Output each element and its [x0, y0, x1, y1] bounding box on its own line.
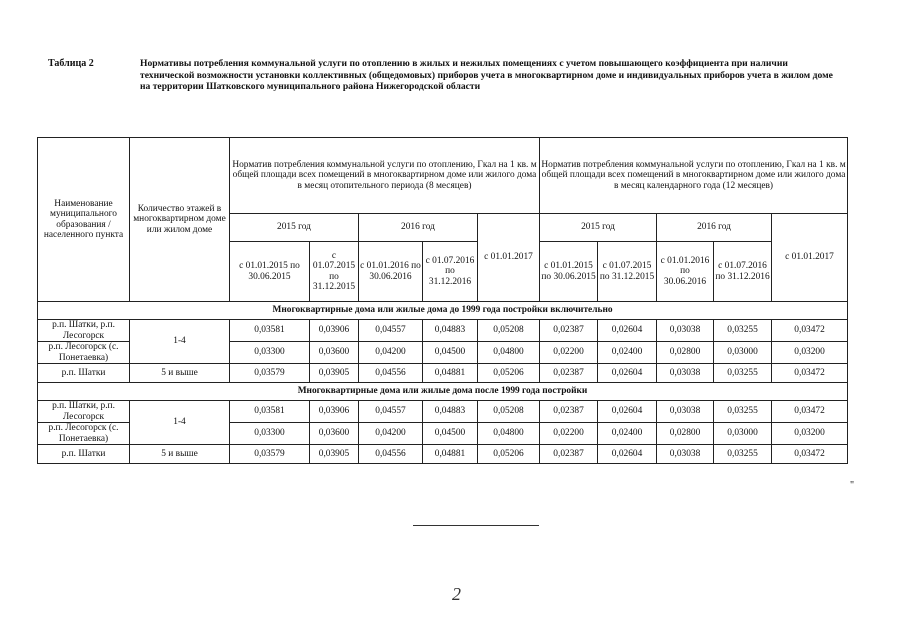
value-cell: 0,03472 — [772, 401, 848, 423]
value-cell: 0,03906 — [310, 401, 359, 423]
value-cell: 0,03200 — [772, 342, 848, 364]
value-cell: 0,04200 — [359, 342, 423, 364]
value-cell: 0,03600 — [310, 342, 359, 364]
header-floors: Количество этажей в многоквартирном доме или жилом доме — [130, 138, 230, 302]
header-period: с 01.01.2016 по 30.06.2016 — [657, 242, 714, 302]
value-cell: 0,04800 — [478, 423, 540, 445]
value-cell: 0,03200 — [772, 423, 848, 445]
value-cell: 0,02387 — [540, 445, 598, 464]
value-cell: 0,04557 — [359, 401, 423, 423]
value-cell: 0,03000 — [714, 342, 772, 364]
value-cell: 0,03472 — [772, 364, 848, 383]
value-cell: 0,03600 — [310, 423, 359, 445]
value-cell: 0,03905 — [310, 364, 359, 383]
table-caption: Нормативы потребления коммунальной услуги по отоплению в жилых и нежилых помещениях с учетом повышающего коэффициента при наличии технической возможности установки коллективных (общедомовых) приборов учета в многоквартирном доме и индивидуальных приборов учета в жилом доме на территории Шатковского муниципального района Нижегородской области — [140, 58, 833, 93]
floors-cell: 1-4 — [130, 320, 230, 364]
value-cell: 0,04883 — [423, 320, 478, 342]
value-cell: 0,05208 — [478, 320, 540, 342]
value-cell: 0,04881 — [423, 445, 478, 464]
header-2017-calendar: с 01.01.2017 — [772, 214, 848, 302]
value-cell: 0,03255 — [714, 364, 772, 383]
value-cell: 0,04200 — [359, 423, 423, 445]
consumption-norms-table — [37, 137, 848, 464]
value-cell: 0,02604 — [598, 401, 657, 423]
value-cell: 0,02400 — [598, 342, 657, 364]
value-cell: 0,02604 — [598, 320, 657, 342]
table-row — [38, 445, 848, 464]
table-label: Таблица 2 — [48, 58, 94, 69]
floors-cell: 5 и выше — [130, 364, 230, 383]
value-cell: 0,03000 — [714, 423, 772, 445]
header-period: с 01.07.2015 по 31.12.2015 — [310, 242, 359, 302]
value-cell: 0,05206 — [478, 364, 540, 383]
value-cell: 0,02387 — [540, 320, 598, 342]
floors-cell: 5 и выше — [130, 445, 230, 464]
section-title: Многоквартирные дома или жилые дома до 1999 года постройки включительно — [38, 302, 848, 320]
value-cell: 0,02800 — [657, 423, 714, 445]
value-cell: 0,02800 — [657, 342, 714, 364]
place-cell: р.п. Лесогорск (с. Понетаевка) — [38, 423, 130, 445]
value-cell: 0,04883 — [423, 401, 478, 423]
floors-cell: 1-4 — [130, 401, 230, 445]
value-cell: 0,02604 — [598, 364, 657, 383]
value-cell: 0,03038 — [657, 364, 714, 383]
header-norm-12-months: Норматив потребления коммунальной услуги по отоплению, Гкал на 1 кв. м общей площади всех помещений в многоквартирном доме или жилого дома в месяц календарного года (12 месяцев) — [540, 138, 848, 214]
header-period: с 01.01.2016 по 30.06.2016 — [359, 242, 423, 302]
table-row — [38, 401, 848, 423]
place-cell: р.п. Лесогорск (с. Понетаевка) — [38, 342, 130, 364]
header-period: с 01.07.2016 по 31.12.2016 — [714, 242, 772, 302]
value-cell: 0,05208 — [478, 401, 540, 423]
value-cell: 0,03255 — [714, 445, 772, 464]
value-cell: 0,03581 — [230, 320, 310, 342]
value-cell: 0,02387 — [540, 401, 598, 423]
value-cell: 0,03472 — [772, 445, 848, 464]
header-period: с 01.07.2015 по 31.12.2015 — [598, 242, 657, 302]
value-cell: 0,05206 — [478, 445, 540, 464]
value-cell: 0,03038 — [657, 401, 714, 423]
value-cell: 0,02200 — [540, 423, 598, 445]
value-cell: 0,03255 — [714, 401, 772, 423]
closing-quote-mark: " — [850, 480, 855, 491]
value-cell: 0,04881 — [423, 364, 478, 383]
header-year-2016-heating: 2016 год — [359, 214, 478, 242]
value-cell: 0,03038 — [657, 445, 714, 464]
place-cell: р.п. Шатки — [38, 445, 130, 464]
value-cell: 0,03300 — [230, 342, 310, 364]
value-cell: 0,03300 — [230, 423, 310, 445]
header-year-2015-calendar: 2015 год — [540, 214, 657, 242]
header-norm-8-months: Норматив потребления коммунальной услуги по отоплению, Гкал на 1 кв. м общей площади всех помещений в многоквартирном доме или жилого дома в месяц отопительного периода (8 месяцев) — [230, 138, 540, 214]
place-cell: р.п. Шатки — [38, 364, 130, 383]
value-cell: 0,04556 — [359, 364, 423, 383]
section-title: Многоквартирные дома или жилые дома после 1999 года постройки — [38, 383, 848, 401]
value-cell: 0,04557 — [359, 320, 423, 342]
value-cell: 0,03581 — [230, 401, 310, 423]
header-period: с 01.07.2016 по 31.12.2016 — [423, 242, 478, 302]
header-period: с 01.01.2015 по 30.06.2015 — [230, 242, 310, 302]
header-municipality: Наименование муниципального образования / населенного пункта — [38, 138, 130, 302]
value-cell: 0,02200 — [540, 342, 598, 364]
value-cell: 0,03038 — [657, 320, 714, 342]
value-cell: 0,04500 — [423, 423, 478, 445]
header-year-2016-calendar: 2016 год — [657, 214, 772, 242]
table-row — [38, 364, 848, 383]
value-cell: 0,03579 — [230, 445, 310, 464]
header-year-2015-heating: 2015 год — [230, 214, 359, 242]
value-cell: 0,03906 — [310, 320, 359, 342]
page-number: 2 — [452, 584, 461, 604]
value-cell: 0,03255 — [714, 320, 772, 342]
value-cell: 0,03905 — [310, 445, 359, 464]
value-cell: 0,03579 — [230, 364, 310, 383]
place-cell: р.п. Шатки, р.п. Лесогорск — [38, 320, 130, 342]
table-row — [38, 320, 848, 342]
value-cell: 0,02387 — [540, 364, 598, 383]
value-cell: 0,04500 — [423, 342, 478, 364]
value-cell: 0,03472 — [772, 320, 848, 342]
header-2017-heating: с 01.01.2017 — [478, 214, 540, 302]
place-cell: р.п. Шатки, р.п. Лесогорск — [38, 401, 130, 423]
value-cell: 0,04800 — [478, 342, 540, 364]
value-cell: 0,02400 — [598, 423, 657, 445]
footnote-separator — [413, 525, 539, 526]
value-cell: 0,04556 — [359, 445, 423, 464]
header-period: с 01.01.2015 по 30.06.2015 — [540, 242, 598, 302]
value-cell: 0,02604 — [598, 445, 657, 464]
